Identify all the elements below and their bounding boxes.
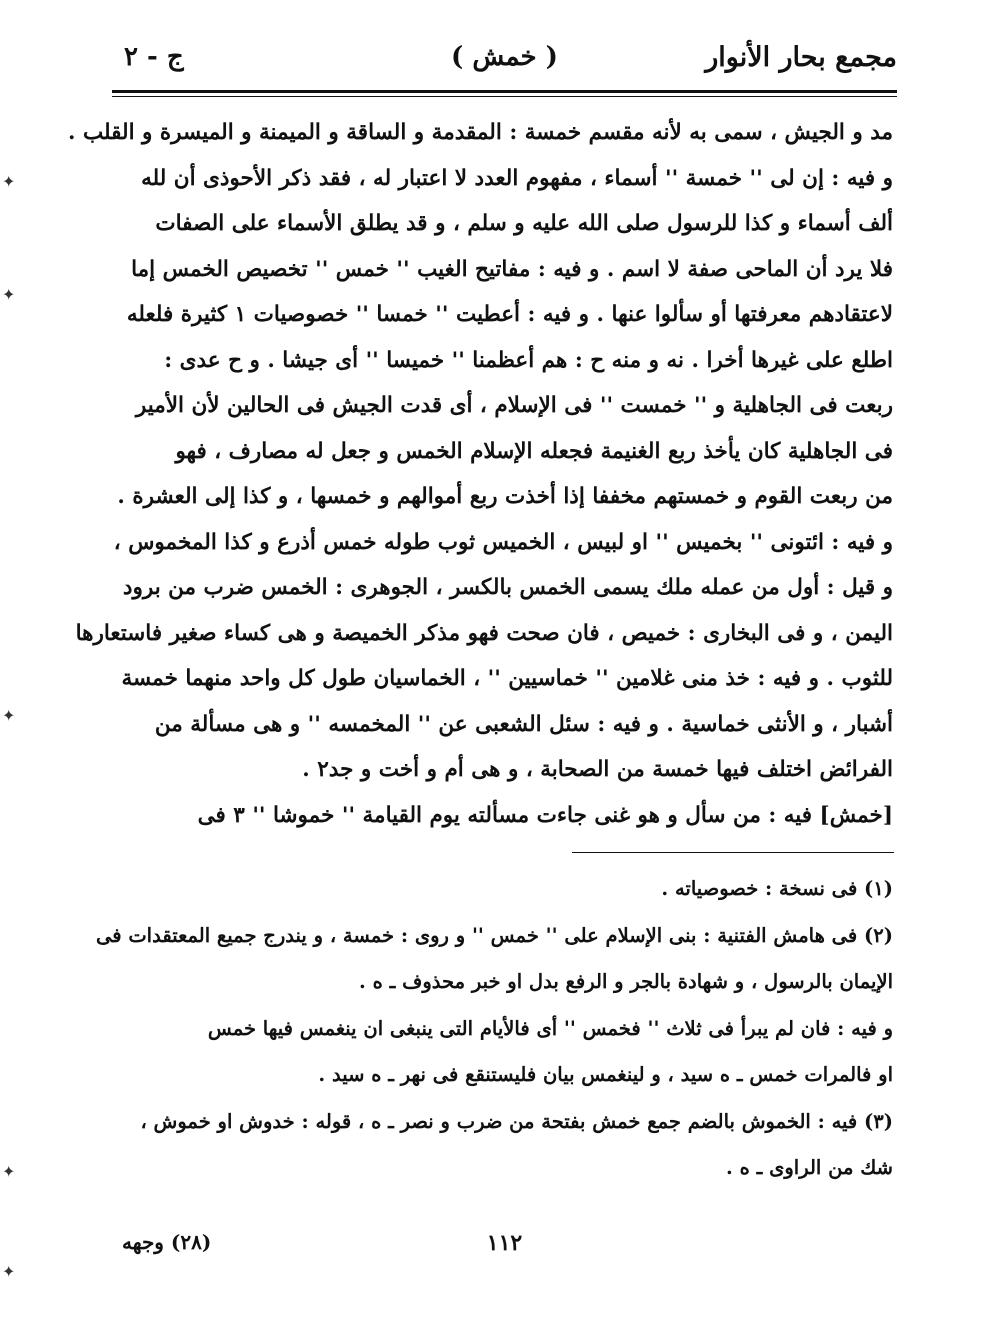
body-line: اطلع على غيرها أخرا . نه و منه ح : هم أعظمنا '' خميسا '' أى جيشا . و ح عدى : xyxy=(164,347,893,373)
body-line: لاعتقادهم معرفتها أو سألوا عنها . و فيه : أعطيت '' خمسا '' خصوصيات ۱ كثيرة فلعله xyxy=(126,302,893,327)
footnote-line: و فيه : فان لم يبرأ فى ثلاث '' فخمس '' أى فالأيام التى ينبغى ان ينغمس فيها خمس xyxy=(207,1016,893,1040)
body-line: فلا يرد أن الماحى صفة لا اسم . و فيه : مفاتيح الغيب '' خمس '' تخصيص الخمس إما xyxy=(131,256,893,282)
header-rule-thick xyxy=(112,90,897,93)
footnote-line: (۳) فيه : الخموش بالضم جمع خمش بفتحة من ضرب و نصر ـ ه ، قوله : خدوش او خموش ، xyxy=(140,1109,893,1133)
body-line: ألف أسماء و كذا للرسول صلى الله عليه و سلم ، و قد يطلق الأسماء على الصفات xyxy=(155,211,893,236)
body-line: [خمش] فيه : من سأل و هو غنى جاءت مسألته يوم القيامة '' خموشا '' ۳ فى xyxy=(197,802,893,828)
page-header xyxy=(112,42,897,92)
body-line: أشبار ، و الأنثى خماسية . و فيه : سئل الشعبى عن '' المخمسه '' و هى مسألة من xyxy=(154,711,893,737)
book-title: مجمع بحار الأنوار xyxy=(705,42,897,73)
footnote-line: الإيمان بالرسول ، و شهادة بالجر و الرفع بدل او خبر محذوف ـ ه . xyxy=(359,970,893,993)
footnotes xyxy=(95,866,893,1192)
volume-number: ج - ۲ xyxy=(124,42,184,72)
body-line: للثوب . و فيه : خذ منى غلامين '' خماسيين '' ، الخماسيان طول كل واحد منهما خمسة xyxy=(121,666,893,691)
main-text xyxy=(67,110,893,838)
body-line: ربعت فى الجاهلية و '' خمست '' فى الإسلام ، أى قدت الجيش فى الحالين لأن الأمير xyxy=(135,393,893,418)
signature-mark: (۲۸) وجهه xyxy=(122,1230,212,1254)
footnote-line: شك من الراوى ـ ه . xyxy=(726,1156,893,1179)
margin-tick-mark: ✦ xyxy=(2,706,16,725)
header-rule-thin xyxy=(112,96,897,97)
body-line: و فيه : ائتونى '' بخميس '' او لبيس ، الخميس ثوب طوله خمس أذرع و كذا المخموس ، xyxy=(113,529,893,555)
body-line: اليمن ، و فى البخارى : خميص ، فان صحت فهو مذكر الخميصة و هى كساء صغير فاستعارها xyxy=(75,620,893,646)
footnote-line: او فالمرات خمس ـ ه سيد ، و لينغمس بيان فليستنقع فى نهر ـ ه سيد . xyxy=(318,1063,893,1086)
body-line: من ربعت القوم و خمستهم مخففا إذا أخذت ربع أموالهم و خمسها ، و كذا إلى العشرة . xyxy=(117,484,893,509)
body-line: مد و الجيش ، سمى به لأنه مقسم خمسة : المقدمة و الساقة و الميمنة و الميسرة و القلب . xyxy=(67,120,893,145)
entry-word: ( خمش ) xyxy=(451,42,558,72)
footnote-line: (۱) فى نسخة : خصوصياته . xyxy=(661,877,893,900)
margin-tick-mark: ✦ xyxy=(2,285,16,304)
margin-tick-mark: ✦ xyxy=(2,172,16,191)
body-line: الفرائض اختلف فيها خمسة من الصحابة ، و هى أم و أخت و جد۲ . xyxy=(302,757,893,782)
page-number: ۱۱۲ xyxy=(486,1230,523,1256)
margin-tick-mark: ✦ xyxy=(2,1262,16,1281)
footnote-separator xyxy=(572,852,894,853)
margin-tick-mark: ✦ xyxy=(2,1162,16,1181)
body-line: و قيل : أول من عمله ملك يسمى الخمس بالكسر ، الجوهرى : الخمس ضرب من برود xyxy=(122,575,893,600)
page-footer xyxy=(112,1230,897,1270)
body-line: فى الجاهلية كان يأخذ ربع الغنيمة فجعله الإسلام الخمس و جعل له مصارف ، فهو xyxy=(175,438,893,464)
footnote-line: (۲) فى هامش الفتنية : بنى الإسلام على '' خمس '' و روى : خمسة ، و يندرج جميع المعتقدات فى xyxy=(95,923,893,947)
body-line: و فيه : إن لى '' خمسة '' أسماء ، مفهوم العدد لا اعتبار له ، فقد ذكر الأحوذى أن لله xyxy=(141,165,893,191)
